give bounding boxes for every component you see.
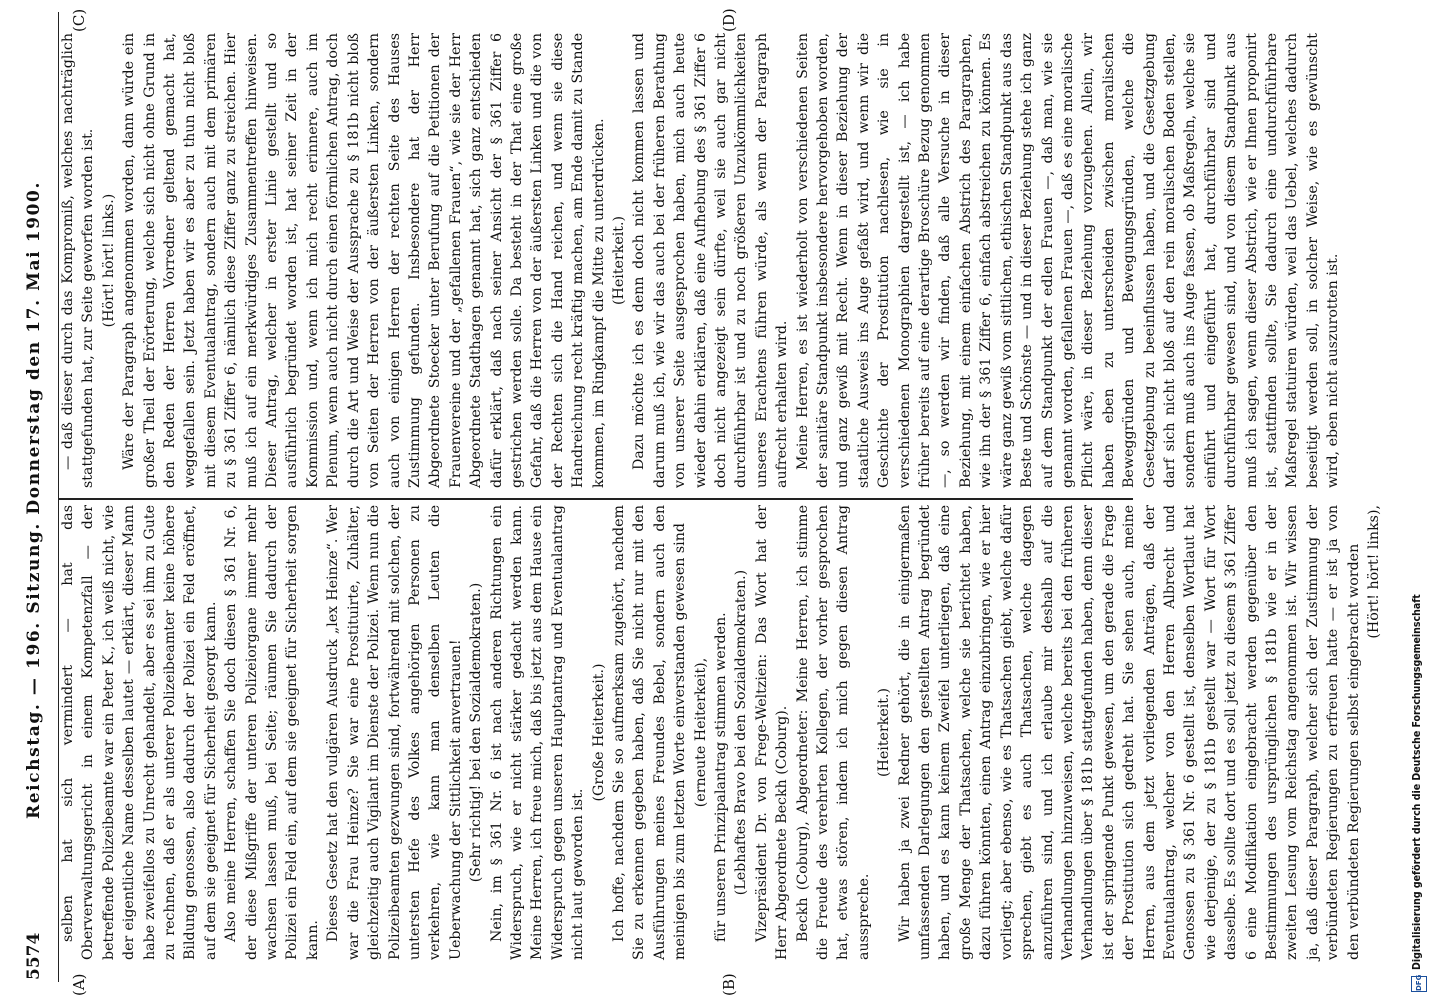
paragraph: Beckh (Coburg), Abgeordneter: Meine Herren, ich stimme die Freude des verehrten Kollegen, der vorher gesprochen hat, etwas stören, indem ich mich gegen diesen Antrag ausspreche. [794, 505, 872, 960]
paragraph: Ich hoffe, nachdem Sie so aufmerksam zugehört, nachdem Sie zu erkennen gegeben haben, daß Sie nicht nur mit den Ausführungen meines Freundes Bebel, sondern auch den meinigen bis zum letzten Worte einverstanden gewesen sind [610, 505, 689, 960]
interjection: (Heiterkeit.) [610, 216, 627, 305]
paragraph: Vizepräsident Dr. von Frege-Weltzien: Das Wort hat der Herr Abgeordnete Beckh (Coburg). [753, 505, 791, 960]
page-number: 5574 [24, 932, 44, 980]
paragraph: für unseren Prinzipalantrag stimmen werden. [713, 612, 729, 942]
interjection: (Hört! hört! links.) [100, 193, 117, 328]
paragraph: Dazu möchte ich es denn doch nicht kommen lassen und darum muß ich, wie wir das auch bei der früheren Berathung von unserer Seite ausgesprochen haben, mich auch heute wieder dahin erklären, daß eine Aufhebung des § 361 Ziffer 6 doch nicht angezeigt sein dürfte, weil sie auch gar nicht durchführbar ist und zu noch größeren Unzukömmlichkeiten unseres Erachtens führen würde, als wenn der Paragraph aufrecht erhalten wird. [631, 33, 791, 488]
paragraph: Wäre der Paragraph angenommen worden, dann würde ein großer Theil der Erörterung, welche sich nicht ohne Grund in den Reden der Herren Vorredner geltend gemacht hat, weggefallen sein. Jetzt haben wir es aber zu thun nicht bloß mit diesem Eventualantrag, sondern auch mit dem primären zu § 361 Ziffer 6, nämlich diese Ziffer ganz zu streichen. Hier muß ich auf ein merkwürdiges Zusammentreffen hinweisen. Dieser Antrag, welcher in erster Linie gestellt und so ausführlich begründet worden ist, hat seiner Zeit in der Kommission und, wenn ich mich recht erinnere, auch im Plenum, wenn auch nicht durch einen förmlichen Antrag, doch durch die Art und Weise der Aussprache zu § 181b nicht bloß von Seiten der Herren von der äußersten Linken, sondern auch von einigen Herren der rechten Seite des Hauses Zustimmung gefunden. Insbesondere hat der Herr Abgeordnete Stoecker unter Berufung auf die Petitionen der Frauenvereine und der „gefallenen Frauen“, wie sie der Herr Abgeordnete Stadthagen genannt hat, sich ganz entschieden dafür erklärt, daß nach seiner Ansicht der § 361 Ziffer 6 gestrichen werden solle. Da besteht in der That eine große Gefahr, daß die Herren von der äußersten Linken und die von der Rechten sich die Hand reichen, und wenn sie diese Handreichung recht kräftig machen, am Ende damit zu Stande kommen, im Ringkampf die Mitte zu unterdrücken. [121, 33, 607, 488]
page-header [20, 0, 48, 1000]
paragraph: Meine Herren, es ist wiederholt von verschiedenen Seiten der sanitäre Standpunkt insbesondere hervorgehoben worden, und ganz gewiß mit Recht. Wenn in dieser Beziehung der staatliche Ausweis ins Auge gefaßt wird, und wenn wir die Geschichte der Prostitution nachlesen, wie sie in verschiedenen Monographien dargestellt ist, — ich habe früher bereits auf eine derartige Broschüre Bezug genommen —, so werden wir finden, daß alle Versuche in dieser Beziehung, mit einem einfachen Abstrich des Paragraphen, wie ihn der § 361 Ziffer 6, einfach abstreichen zu können. Es wäre ganz gewiß vom sittlichen, ethischen Standpunkt aus das Beste und Schönste — und in dieser Beziehung stehe ich ganz auf dem Standpunkt der edlen Frauen —, daß man, wie sie genannt worden, gefallenen Frauen —, daß es eine moralische Pflicht wäre, in dieser Beziehung vorzugehen. Allein, wir haben eben zu unterscheiden zwischen moralischen Beweggründen und Bewegungsgründen, welche die Gesetzgebung zu beeinflussen haben, und die Gesetzgebung darf sich nicht bloß auf den rein moralischen Boden stellen, sondern muß auch ins Auge fassen, ob Maßregeln, welche sie einführt und eingeführt hat, durchführbar sind und durchführbar gewesen sind, und von diesem Standpunkt aus muß ich sagen, wenn dieser Abstrich, wie er Ihnen proponirt ist, stattfinden sollte, Sie dadurch eine undurchführbare Maßregel statuiren würden, weil das Uebel, welches dadurch beseitigt werden soll, in solcher Weise, wie es gewünscht wird, eben nicht auszurotten ist. [794, 33, 1342, 488]
interjection: (Große Heiterkeit.) [590, 663, 607, 802]
column-divider [58, 498, 1133, 500]
text-column-right [58, 33, 1344, 488]
dfg-logo: DFG [1411, 976, 1427, 992]
margin-mark-d: (D) [720, 8, 738, 32]
paragraph: Dieses Gesetz hat den vulgären Ausdruck „lex Heinze“. Wer war die Frau Heinze? Sie war eine Prostituirte, Zuhälter, gleichzeitig auch Vigilant im Dienste der Polizei. Wenn nun die Polizeibeamten gezwungen sind, fortwährend mit solchen, der untersten Hefe des Volkes angehörigen Personen zu verkehren, wie kann man denselben Leuten die Ueberwachung der Sittlichkeit anvertrauen! [325, 505, 464, 960]
paragraph: — daß dieser durch das Kompromiß, welches nachträglich stattgefunden hat, zur Seite geworfen worden ist. [60, 33, 97, 488]
page-title: Reichstag. — 196. Sitzung. Donnerstag den 17. Mai 1900. [24, 181, 44, 819]
paragraph: Nein, im § 361 Nr. 6 ist nach anderen Richtungen ein Widerspruch, wie er nicht stärker gedacht werden kann. Meine Herren, ich freue mich, daß bis jetzt aus dem Hause ein Widerspruch gegen unseren Hauptantrag und Eventualantrag nicht laut geworden ist. [488, 505, 587, 960]
margin-mark-b: (B) [720, 973, 738, 996]
paragraph: selben hat sich vermindert — hat das Oberverwaltungsgericht in einem Kompetenzfall — der betreffende Polizeibeamte war ein Peter K., ich weiß nicht, wie der eigentliche Name desselben lautet — erklärt, dieser Mann habe zweifellos zu Unrecht gehandelt, aber es sei ihm zu Gute zu rechnen, daß er als unterer Polizeibeamter keine höhere Bildung genossen, also dadurch der Polizei ein Feld eröffnet, auf dem sie geeignet für Sicherheit gesorgt kann. [60, 505, 219, 960]
interjection: (Hört! hört! links), [1366, 505, 1382, 639]
paragraph: Wir haben ja zwei Redner gehört, die in einigermaßen umfassenden Darlegungen den gestellten Antrag begründet haben, und es kann keinem Zweifel unterliegen, daß eine große Menge der Thatsachen, welche sie berichtet haben, dazu führen könnten, einen Antrag einzubringen, wie er hier vorliegt; aber ebenso, wie es Thatsachen giebt, welche dafür sprechen, giebt es auch Thatsachen, welche dagegen anzuführen sind, und ich erlaube mir deshalb auf die Verhandlungen hinzuweisen, welche bereits bei den früheren Verhandlungen über § 181b stattgefunden haben, denn dieser ist der springende Punkt gewesen, um den gerade die Frage der Prostitution sich gedreht hat. Sie sehen auch, meine Herren, aus dem jetzt vorliegenden Anträgen, daß der Eventualantrag, welcher von den Herren Albrecht und Genossen zu § 361 Nr. 6 gestellt ist, denselben Wortlaut hat wie derjenige, der zu § 181b gestellt war — Wort für Wort dasselbe. Es sollte dort und es soll jetzt zu diesem § 361 Ziffer 6 eine Modifikation eingebracht werden gegenüber den Bestimmungen des ursprünglichen § 181b wie er in der zweiten Lesung vom Reichstag angenommen ist. Wir wissen ja, daß dieser Paragraph, welcher sich der Zustimmung der verbündeten Regierungen zu erfreuen hatte — er ist ja von den verbündeten Regierungen selbst eingebracht worden [896, 505, 1362, 960]
interjection: (Lebhaftes Bravo bei den Sozialdemokraten.) [733, 569, 750, 896]
credit-text: Digitalisierung gefördert durch die Deutsche Forschungsgemeinschaft [1411, 594, 1423, 970]
margin-mark-c: (C) [70, 8, 88, 32]
interjection: (Sehr richtig! bei den Sozialdemokraten.) [468, 582, 485, 883]
text-column-left [58, 505, 1384, 960]
margin-mark-a: (A) [70, 973, 88, 996]
digitization-credit [1408, 0, 1430, 1000]
interjection: (erneute Heiterkeit), [692, 657, 709, 808]
paragraph: Also meine Herren, schaffen Sie doch diesen § 361 Nr. 6, der diese Mißgriffe der unteren Polizeiorgane immer mehr wachsen lassen muß, bei Seite; räumen Sie dadurch der Polizei ein Feld ein, auf dem sie geeignet für Sicherheit sorgen kann. [223, 505, 321, 960]
interjection: (Heiterkeit.) [876, 688, 893, 777]
